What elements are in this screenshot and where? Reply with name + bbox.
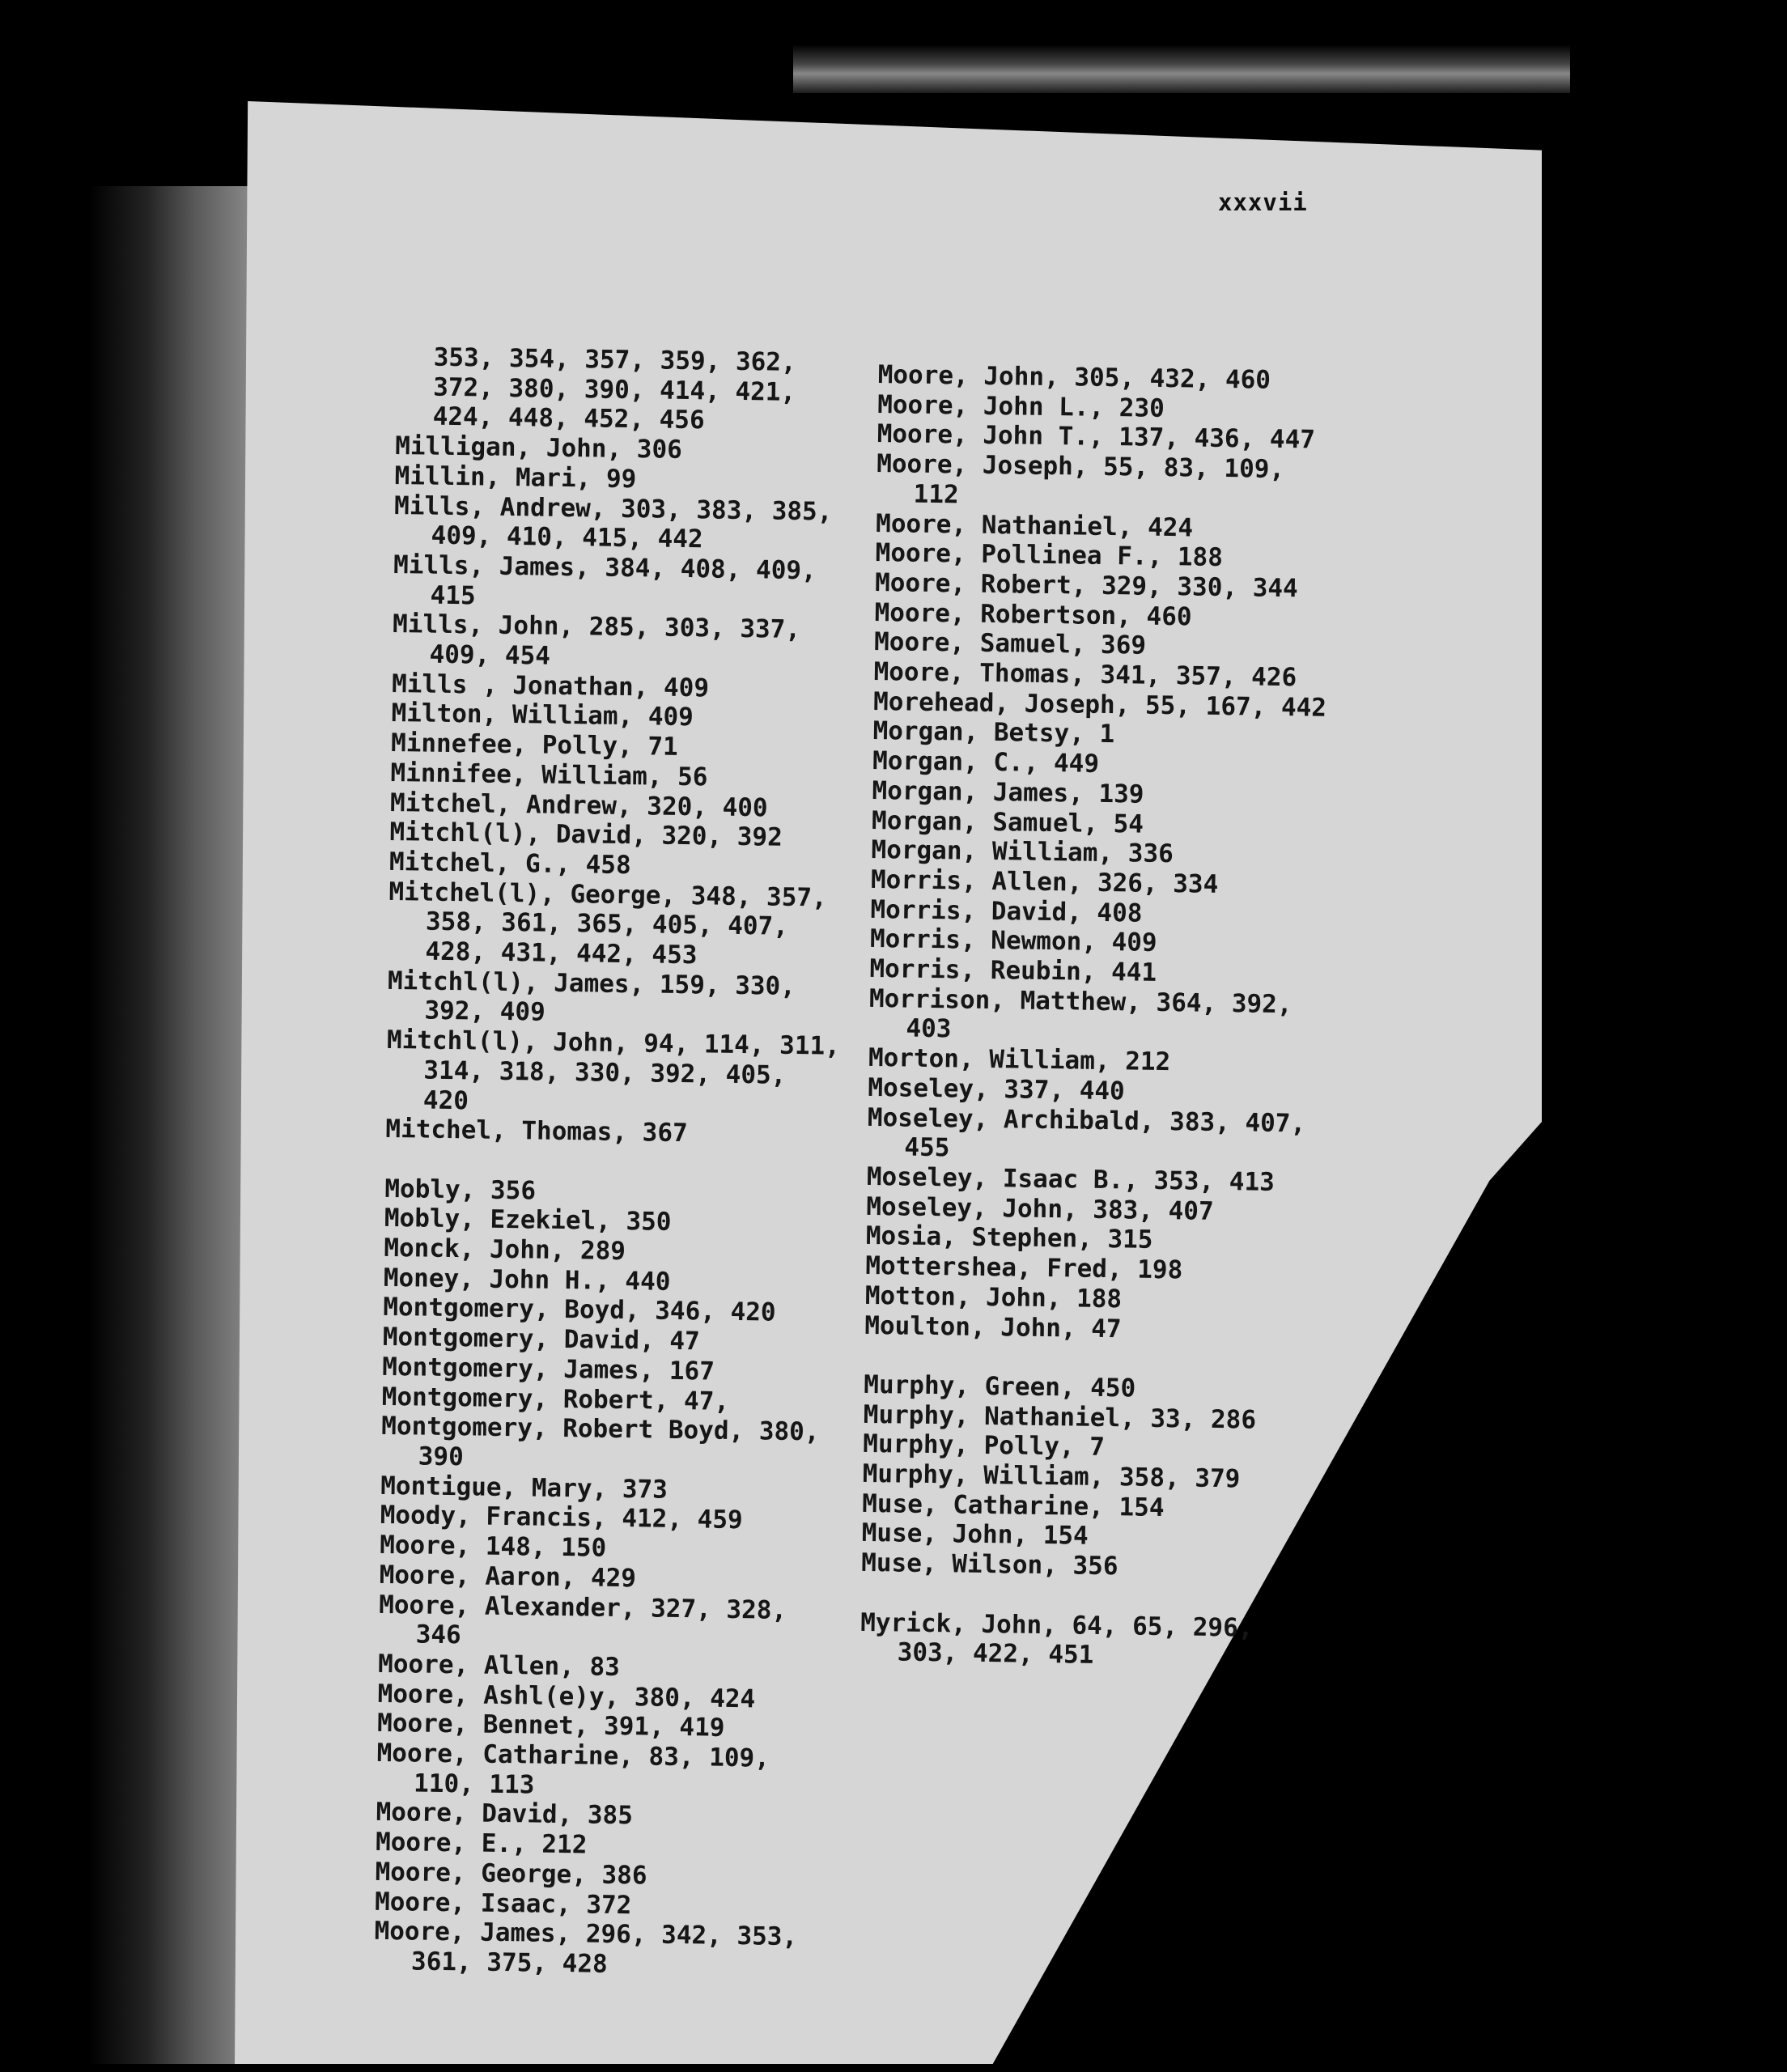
- index-entry: Milton, William, 409: [391, 698, 694, 732]
- index-entry: Millin, Mari, 99: [394, 461, 637, 494]
- index-entry: Mills , Jonathan, 409: [391, 669, 710, 703]
- index-entry: Muse, Catharine, 154: [862, 1488, 1165, 1522]
- index-entry: Mills, James, 384, 408, 409, 415: [393, 550, 817, 611]
- index-entry: Murphy, Green, 450: [864, 1369, 1136, 1403]
- index-entry: Moore, Nathaniel, 424: [875, 508, 1194, 542]
- index-entry: Mitchl(l), David, 320, 392: [389, 817, 783, 852]
- index-entry: Motton, John, 188: [864, 1280, 1123, 1314]
- index-entry: Morton, William, 212: [868, 1043, 1171, 1077]
- index-entry: Myrick, John, 64, 65, 296, 303, 422, 451: [860, 1607, 1254, 1671]
- index-entry: Moseley, Archibald, 383, 407, 455: [867, 1102, 1306, 1163]
- index-entry: Moore, John T., 137, 436, 447: [877, 419, 1316, 455]
- index-entry: Monck, John, 289: [384, 1233, 626, 1267]
- index-entry: Montgomery, Robert, 47,: [381, 1382, 730, 1416]
- index-entry: Moore, 148, 150: [379, 1530, 607, 1563]
- index-entry: Morris, Reubin, 441: [869, 953, 1157, 987]
- index-entry: Morgan, Betsy, 1: [872, 716, 1115, 749]
- index-entry: Murphy, Polly, 7: [863, 1429, 1106, 1463]
- index-entry: Moore, Robert, 329, 330, 344: [874, 567, 1298, 604]
- index-entry: Moore, James, 296, 342, 353, 361, 375, 428: [374, 1917, 798, 1979]
- index-entry: Mitchel, Thomas, 367: [385, 1115, 688, 1149]
- index-column-right: [860, 360, 1331, 1674]
- index-entry: Morgan, William, 336: [871, 835, 1174, 869]
- index-entry: Moore, Robertson, 460: [874, 597, 1192, 632]
- index-entry: Montigue, Mary, 373: [380, 1471, 669, 1505]
- index-entry: Morgan, C., 449: [872, 746, 1100, 779]
- index-entry: Moore, Allen, 83: [377, 1649, 621, 1682]
- index-entry: Morris, Allen, 326, 334: [870, 864, 1219, 899]
- index-entry: Moore, Alexander, 327, 328, 346: [378, 1590, 787, 1650]
- index-entry: Montgomery, James, 167: [382, 1352, 715, 1386]
- index-entry: Moore, E., 212: [375, 1827, 588, 1860]
- index-entry: Minnifee, William, 56: [390, 758, 708, 792]
- index-entry: Moore, Joseph, 55, 83, 109, 112: [876, 449, 1285, 510]
- index-entry: Money, John H., 440: [383, 1263, 671, 1297]
- index-entry: Moore, Catharine, 83, 109, 110, 113: [376, 1738, 770, 1800]
- index-entry: Mitchel, Andrew, 320, 400: [389, 788, 768, 823]
- index-entry: Montgomery, Boyd, 346, 420: [383, 1293, 776, 1328]
- index-entry: 353, 354, 357, 359, 362, 372, 380, 390, 414, 421, 424, 448, 452, 456: [432, 342, 796, 435]
- index-entry: Moore, Ashl(e)y, 380, 424: [377, 1679, 756, 1713]
- index-entry: Morris, David, 408: [870, 894, 1143, 928]
- index-entry: Muse, John, 154: [861, 1518, 1089, 1552]
- index-entry: Murphy, Nathaniel, 33, 286: [863, 1399, 1257, 1435]
- index-entry: Mottershea, Fred, 198: [865, 1250, 1183, 1285]
- index-entry: Mitchel(l), George, 348, 357, 358, 361, 365, 405, 407, 428, 431, 442, 453: [388, 877, 827, 970]
- index-column-left: [374, 342, 850, 1982]
- index-entry: Moseley, 337, 440: [868, 1072, 1125, 1106]
- index-entry: Moody, Francis, 412, 459: [380, 1501, 743, 1535]
- index-entry: Morrison, Matthew, 364, 392, 403: [868, 983, 1292, 1044]
- index-entry: Moseley, John, 383, 407: [866, 1191, 1214, 1226]
- index-entry: Morgan, Samuel, 54: [871, 805, 1144, 839]
- index-entry: Moore, David, 385: [376, 1798, 634, 1831]
- index-entry: Mills, Andrew, 303, 383, 385, 409, 410, 415, 442: [393, 490, 833, 554]
- index-entry: Moulton, John, 47: [864, 1310, 1122, 1344]
- index-entry: Moore, John, 305, 432, 460: [877, 360, 1271, 395]
- index-entry: Moore, George, 386: [375, 1857, 647, 1891]
- index-entry: Mitchl(l), John, 94, 114, 311, 314, 318, 330, 392, 405, 420: [386, 1025, 841, 1115]
- index-entry: Morris, Newmon, 409: [869, 924, 1157, 958]
- index-entry: Moore, Bennet, 391, 419: [376, 1709, 725, 1743]
- index-entry: Minnefee, Polly, 71: [390, 728, 678, 762]
- page-number: xxxvii: [1218, 189, 1308, 216]
- index-entry: Murphy, William, 358, 379: [862, 1458, 1241, 1494]
- index-entry: Montgomery, Robert Boyd, 380, 390: [381, 1412, 820, 1472]
- index-entry: Mosia, Stephen, 315: [865, 1221, 1153, 1255]
- index-entry: Moore, Pollinea F., 188: [875, 538, 1224, 573]
- scan-edge: [793, 45, 1570, 93]
- index-entry: Moore, Samuel, 369: [873, 627, 1147, 660]
- index-entry: Mitchel, G., 458: [388, 847, 631, 881]
- index-entry: Morgan, James, 139: [872, 775, 1144, 809]
- index-entry: Morehead, Joseph, 55, 167, 442: [872, 686, 1327, 723]
- index-entry: Mobly, Ezekiel, 350: [384, 1204, 672, 1238]
- index-entry: Mills, John, 285, 303, 337, 409, 454: [392, 609, 801, 671]
- index-entry: Montgomery, David, 47: [382, 1323, 700, 1357]
- index-entry: Moseley, Isaac B., 353, 413: [866, 1161, 1276, 1197]
- index-entry: Muse, Wilson, 356: [860, 1548, 1118, 1582]
- index-entry: Moore, John L., 230: [877, 389, 1165, 423]
- index-entry: Mobly, 356: [384, 1174, 537, 1206]
- index-entry: Moore, Thomas, 341, 357, 426: [873, 656, 1297, 693]
- index-entry: Mitchl(l), James, 159, 330, 392, 409: [387, 966, 796, 1028]
- index-entry: Milligan, John, 306: [394, 431, 683, 465]
- index-entry: Moore, Isaac, 372: [374, 1887, 632, 1920]
- index-entry: Moore, Aaron, 429: [379, 1560, 637, 1594]
